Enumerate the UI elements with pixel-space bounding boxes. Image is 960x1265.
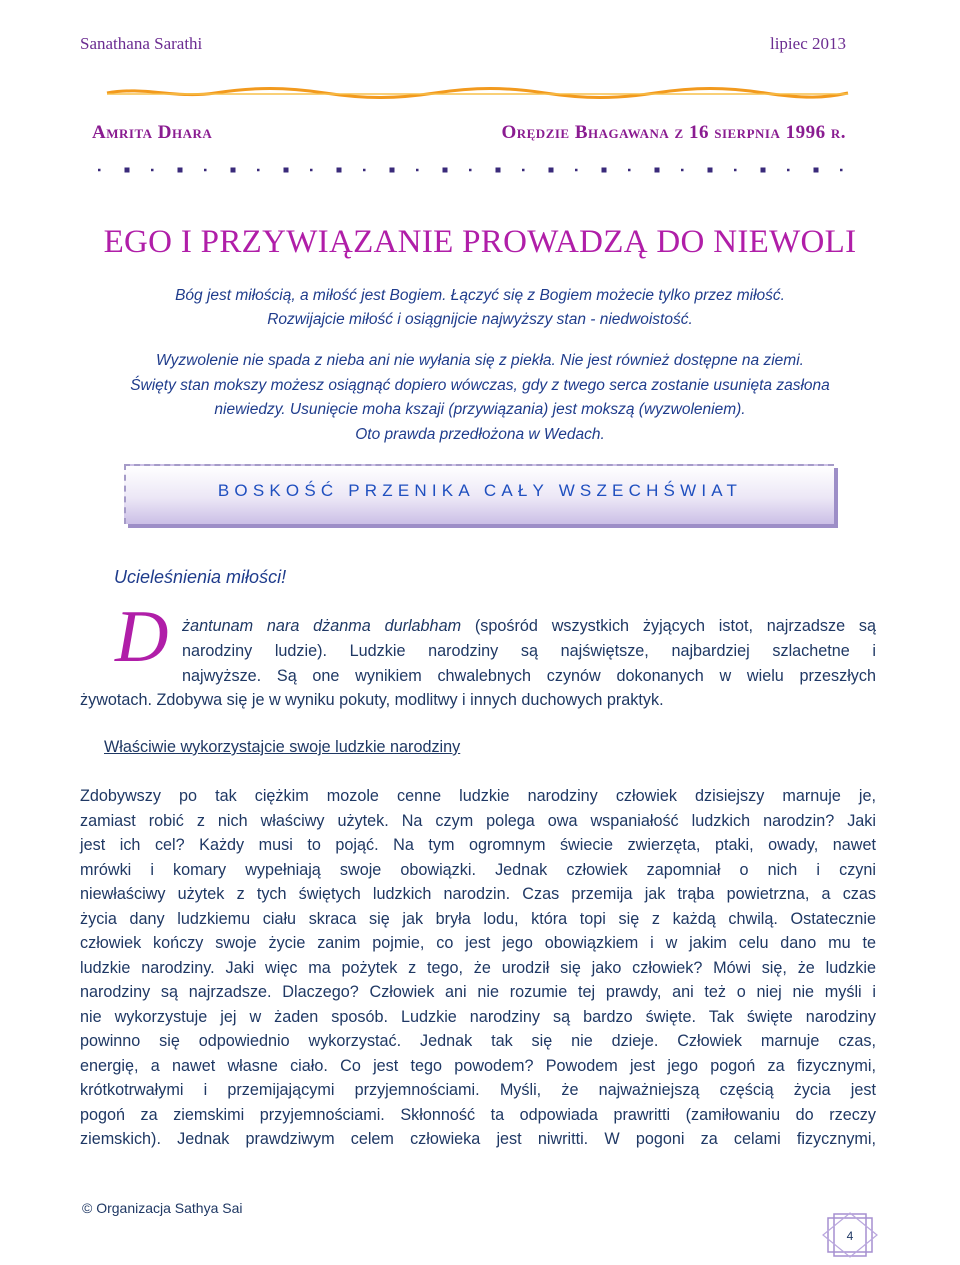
- ornamental-rule: [105, 86, 850, 100]
- divider-dot: [734, 169, 737, 172]
- greeting: Ucieleśnienia miłości!: [114, 567, 287, 587]
- quote-line: Święty stan mokszy możesz osiągnąć dopiero wówczas, gdy z twego serca zostanie usunięta zasłona: [130, 377, 830, 394]
- intro-line: żywotach. Zdobywa się je w wyniku pokuty, modlitwy i innych duchowych praktyk.: [80, 691, 664, 709]
- quote-line: niewiedzy. Usunięcie moha kszaji (przywiązania) jest mokszą (wyzwoleniem).: [214, 401, 746, 418]
- subheading: Właściwie wykorzystajcie swoje ludzkie narodziny: [104, 738, 461, 756]
- intro-line-text: (spośród wszystkich żyjących istot, najrzadsze są: [461, 617, 876, 635]
- divider-dot: [151, 169, 154, 172]
- body-line: krótkotrwałymi i przemijającymi przyjemnościami. Myśli, że najważniejszą częścią życia jest: [80, 1081, 876, 1099]
- divider-dot: [443, 168, 448, 173]
- quote-line: Bóg jest miłością, a miłość jest Bogiem. Łączyć się z Bogiem możecie tylko przez miłość.: [175, 287, 785, 304]
- body-line: powinno się odpowiednio wykorzystać. Jednak tak się nie dzieje. Człowiek marnuje czas,: [80, 1032, 876, 1050]
- divider-dot: [681, 169, 684, 172]
- divider-dot: [257, 169, 260, 172]
- drop-cap: D: [115, 596, 169, 678]
- divider-dot: [496, 168, 501, 173]
- divider-dot: [98, 169, 101, 172]
- sanskrit-phrase: żantunam nara dżanma durlabham: [182, 617, 462, 635]
- intro-line: [182, 617, 876, 636]
- header-publication: Sanathana Sarathi: [80, 34, 203, 53]
- divider-dot: [602, 168, 607, 173]
- divider-dot: [231, 168, 236, 173]
- divider-dot: [708, 168, 713, 173]
- body-line: życia dany ludzkiemu ciału skraca się jak bryła lodu, która topi się z każdą chwilą. Ostatecznie: [80, 910, 876, 928]
- body-line: pogoń za ziemskimi przyjemnościami. Skłonność ta odpowiada prawritti (zamiłowaniu do rzeczy: [80, 1106, 876, 1124]
- dotted-divider: [98, 164, 850, 176]
- body-line: zamiast robić z nich właściwy użytek. Na czym polega owa wspaniałość ludzkich narodzin? Jaki: [80, 812, 876, 830]
- intro-line: narodziny ludzie). Ludzkie narodziny są najświętsze, najbardziej szlachetne i: [182, 642, 876, 660]
- divider-dot: [575, 169, 578, 172]
- divider-dot: [178, 168, 183, 173]
- body-line: energię, a nawet własne ciało. Co jest tego powodem? Powodem jest jego pogoń za fizycznymi,: [80, 1057, 876, 1075]
- divider-dot: [337, 168, 342, 173]
- banner: [124, 464, 834, 524]
- article-title: EGO I PRZYWIĄZANIE PROWADZĄ DO NIEWOLI: [103, 224, 857, 260]
- divider-dot: [522, 169, 525, 172]
- body-line: mrówki i komary wypełniają swoje obowiązki. Jednak człowiek zapomniał o nich i czyni: [80, 861, 876, 879]
- body-line: Zdobywszy po tak ciężkim mozole cenne ludzkie narodziny człowiek dzisiejszy marnuje je,: [80, 787, 876, 805]
- body-line: ziemskich). Jednak prawdziwym celem człowieka jest niwritti. W pogoni za celami fizycznymi,: [80, 1130, 876, 1148]
- divider-dot: [628, 169, 631, 172]
- divider-dot: [310, 169, 313, 172]
- divider-dot: [390, 168, 395, 173]
- quote-line: Oto prawda przedłożona w Wedach.: [355, 426, 605, 443]
- quote-line: Rozwijajcie miłość i osiągnijcie najwyższy stan - niedwoistość.: [267, 311, 693, 328]
- divider-dot: [787, 169, 790, 172]
- banner-text: BOSKOŚĆ PRZENIKA CAŁY WSZECHŚWIAT: [217, 481, 743, 500]
- divider-dot: [204, 169, 207, 172]
- body-line: narodziny są najrzadsze. Dlaczego? Człowiek ani nie rozumie tej prawdy, ani też o niej nie myśli i: [80, 983, 876, 1001]
- divider-dot: [549, 168, 554, 173]
- section-name: Amrita Dhara: [92, 122, 213, 143]
- divider-dot: [125, 168, 130, 173]
- divider-dot: [840, 169, 843, 172]
- divider-dot: [363, 169, 366, 172]
- divider-dot: [284, 168, 289, 173]
- intro-line: najwyższe. Są one wynikiem chwalebnych czynów dokonanych w wielu przeszłych: [182, 667, 876, 685]
- page-number: 4: [846, 1229, 854, 1243]
- section-subtitle: Orędzie Bhagawana z 16 sierpnia 1996 r.: [501, 122, 846, 143]
- body-line: jest ich cel? Każdy musi to pojąć. Na tym ogromnym świecie zwierzęta, ptaki, owady, nawet: [80, 836, 876, 854]
- header-date: lipiec 2013: [769, 34, 846, 53]
- body-line: ludzkie narodziny. Jaki więc ma pożytek z tego, że urodził się jako człowiek? Mówi się, że ludzkie: [80, 959, 876, 977]
- divider-dot: [814, 168, 819, 173]
- body-line: człowiek kończy swoje życie zanim pojmie, co jest jego obowiązkiem i w jakim celu dano mu te: [80, 934, 876, 952]
- divider-dot: [416, 169, 419, 172]
- body-line: niewłaściwy użytek z tych świętych ludzkich narodzin. Czas przemija jak trąba powietrzna, a czas: [80, 885, 876, 903]
- quote-line: Wyzwolenie nie spada z nieba ani nie wyłania się z piekła. Nie jest również dostępne na ziemi.: [156, 352, 804, 369]
- footer-copyright: © Organizacja Sathya Sai: [82, 1200, 243, 1216]
- divider-dot: [761, 168, 766, 173]
- divider-dot: [655, 168, 660, 173]
- divider-dot: [469, 169, 472, 172]
- body-line: nie wykorzystuje jej w żaden sposób. Ludzkie narodziny są bardzo święte. Tak święte narodziny: [80, 1008, 876, 1026]
